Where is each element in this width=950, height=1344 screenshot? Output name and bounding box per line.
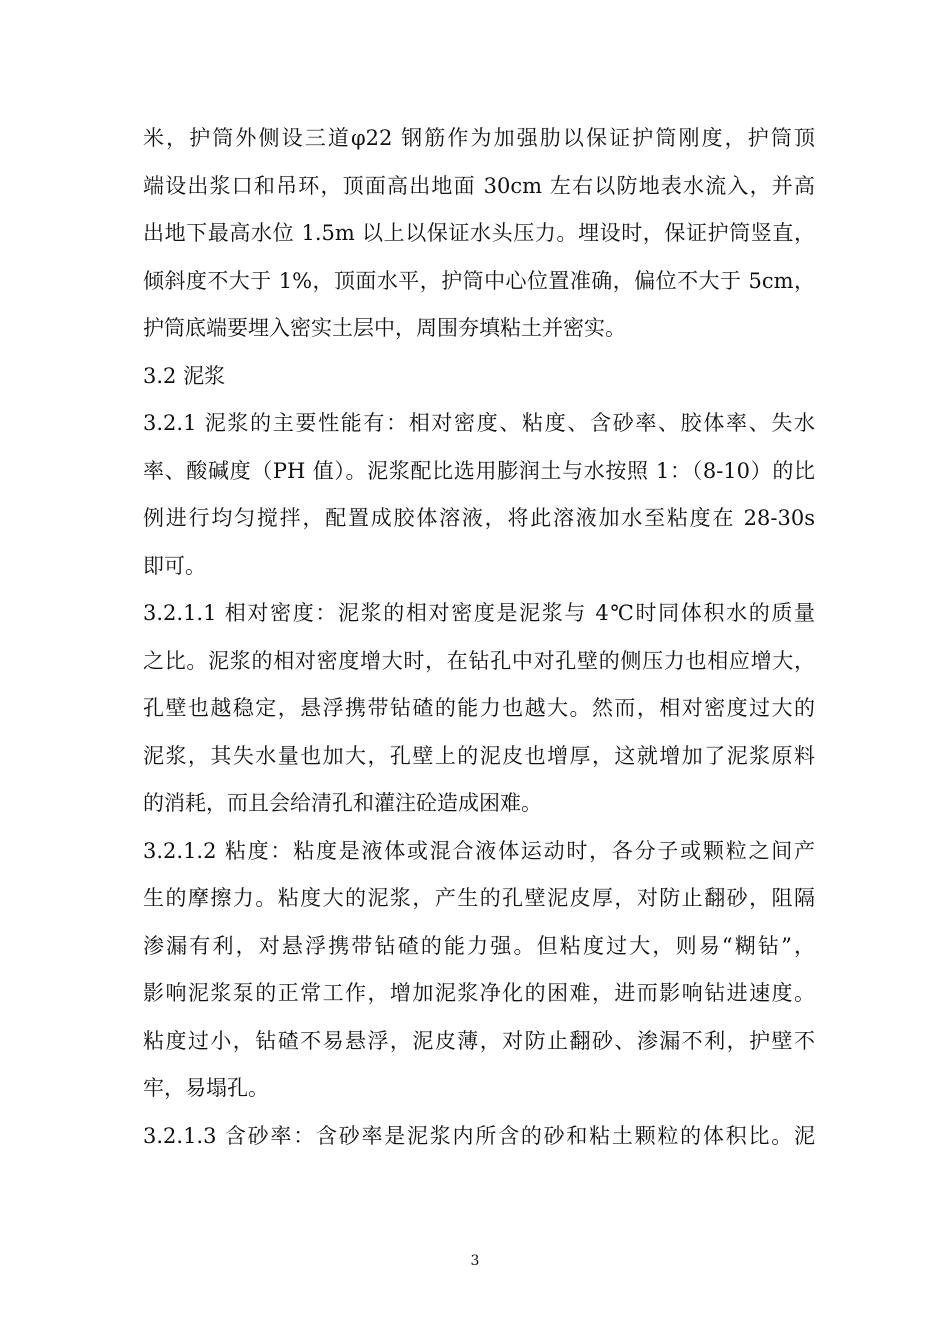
- text-line: 泥浆，其失水量也加大，孔壁上的泥皮也增厚，这就增加了泥浆原料: [143, 743, 815, 768]
- text-line: 牢，易塌孔。: [143, 1076, 269, 1100]
- text-line: 渗漏有利，对悬浮携带钻碴的能力强。但粘度过大，则易“糊钻”，: [143, 933, 815, 958]
- text-line: 端设出浆口和吊环，顶面高出地面 30cm 左右以防地表水流入，并高: [143, 173, 815, 198]
- text-line: 3.2.1.1 相对密度：泥浆的相对密度是泥浆与 4℃时同体积水的质量: [143, 601, 815, 625]
- text-line: 3.2.1.3 含砂率：含砂率是泥浆内所含的砂和粘土颗粒的体积比。泥: [143, 1123, 815, 1148]
- text-line: 即可。: [143, 553, 206, 578]
- text-line: 倾斜度不大于 1%，顶面水平，护筒中心位置准确，偏位不大于 5cm，: [143, 268, 815, 293]
- text-line: 出地下最高水位 1.5m 以上以保证水头压力。埋设时，保证护筒竖直，: [143, 221, 815, 245]
- text-line: 3.2.1 泥浆的主要性能有：相对密度、粘度、含砂率、胶体率、失水: [143, 411, 815, 435]
- text-line: 护筒底端要埋入密实土层中，周围夯填粘土并密实。: [143, 316, 626, 340]
- text-line: 的消耗，而且会给清孔和灌注砼造成困难。: [143, 791, 542, 815]
- text-line: 率、酸碱度（PH 值）。泥浆配比选用膨润土与水按照 1：（8-10）的比: [143, 458, 815, 483]
- text-line: 粘度过小，钻碴不易悬浮，泥皮薄，对防止翻砂、渗漏不利，护壁不: [143, 1028, 815, 1053]
- text-line: 之比。泥浆的相对密度增大时，在钻孔中对孔壁的侧压力也相应增大，: [143, 648, 815, 673]
- page-number: 3: [470, 1253, 480, 1269]
- text-line: 例进行均匀搅拌，配置成胶体溶液，将此溶液加水至粘度在 28-30s: [143, 506, 815, 530]
- body-text: [143, 115, 815, 1160]
- text-line: 米，护筒外侧设三道φ22 钢筋作为加强肋以保证护筒刚度，护筒顶: [143, 126, 815, 150]
- text-line: 3.2.1.2 粘度：粘度是液体或混合液体运动时，各分子或颗粒之间产: [143, 838, 815, 863]
- text-line: 生的摩擦力。粘度大的泥浆，产生的孔壁泥皮厚，对防止翻砂，阻隔: [143, 886, 815, 910]
- text-line: 孔壁也越稳定，悬浮携带钻碴的能力也越大。然而，相对密度过大的: [143, 696, 815, 720]
- text-line: 3.2 泥浆: [143, 363, 226, 388]
- text-line: 影响泥浆泵的正常工作，增加泥浆净化的困难，进而影响钻进速度。: [143, 981, 815, 1005]
